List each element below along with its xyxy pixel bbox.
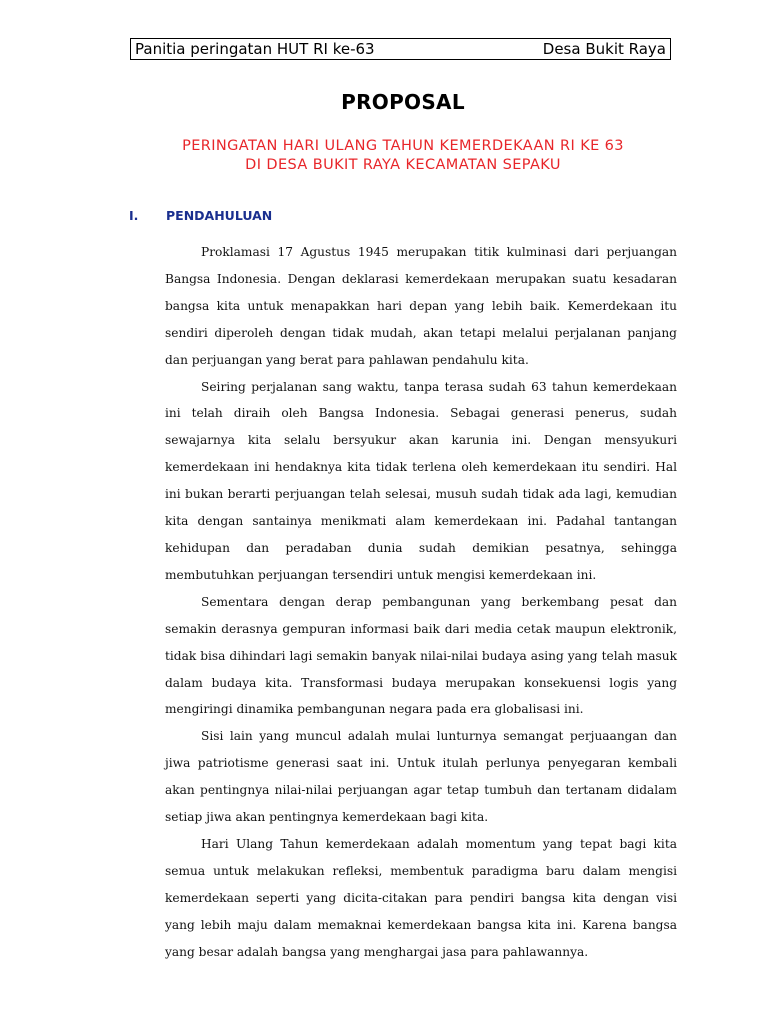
paragraph: Sisi lain yang muncul adalah mulai lunturnya semangat perjuaangan dan jiwa patriotisme generasi saat ini. Untuk itulah perlunya penyegaran kembali akan pentingnya nilai-nilai perjuangan agar tetap tumbuh dan tertanam didalam setiap jiwa akan pentingnya kemerdekaan bagi kita.	[165, 729, 677, 825]
page-header	[130, 38, 671, 60]
paragraph: Proklamasi 17 Agustus 1945 merupakan titik kulminasi dari perjuangan Bangsa Indonesia. Dengan deklarasi kemerdekaan merupakan suatu kesadaran bangsa kita untuk menapakkan hari depan yang lebih baik. Kemerdekaan itu sendiri diperoleh dengan tidak mudah, akan tetapi melalui perjalanan panjang dan perjuangan yang berat para pahlawan pendahulu kita.	[165, 245, 677, 367]
body-text	[165, 239, 677, 965]
subtitle-line-1: PERINGATAN HARI ULANG TAHUN KEMERDEKAAN RI KE 63	[182, 138, 624, 154]
paragraph: Hari Ulang Tahun kemerdekaan adalah momentum yang tepat bagi kita semua untuk melakukan refleksi, membentuk paradigma baru dalam mengisi kemerdekaan seperti yang dicita-citakan para pendiri bangsa kita dengan visi yang lebih maju dalam memaknai kemerdekaan bangsa kita ini. Karena bangsa yang besar adalah bangsa yang menghargai jasa para pahlawannya.	[165, 836, 677, 959]
paragraph: Seiring perjalanan sang waktu, tanpa terasa sudah 63 tahun kemerdekaan ini telah diraih oleh Bangsa Indonesia. Sebagai generasi penerus, sudah sewajarnya kita selalu bersyukur akan karunia ini. Dengan mensyukuri kemerdekaan ini hendaknya kita tidak terlena oleh kemerdekaan itu sendiri. Hal ini bukan berarti perjuangan telah selesai, musuh sudah tidak ada lagi, kemudian kita dengan santainya menikmati alam kemerdekaan ini. Padahal tantangan kehidupan dan peradaban dunia sudah demikian pesatnya, sehingga membutuhkan perjuangan tersendiri untuk mengisi kemerdekaan ini.	[165, 379, 677, 582]
section-title: PENDAHULUAN	[166, 208, 273, 223]
document-title: PROPOSAL	[341, 90, 465, 114]
document-subtitle	[0, 137, 768, 175]
header-committee-name: Panitia peringatan HUT RI ke-63	[135, 40, 375, 58]
header-village-name: Desa Bukit Raya	[542, 40, 666, 58]
section-heading	[129, 208, 272, 223]
section-number: I.	[129, 208, 139, 223]
paragraph: Sementara dengan derap pembangunan yang berkembang pesat dan semakin derasnya gempuran informasi baik dari media cetak maupun elektronik, tidak bisa dihindari lagi semakin banyak nilai-nilai budaya asing yang telah masuk dalam budaya kita. Transformasi budaya merupakan konsekuensi logis yang mengiringi dinamika pembangunan negara pada era globalisasi ini.	[165, 594, 677, 717]
subtitle-line-2: DI DESA BUKIT RAYA KECAMATAN SEPAKU	[245, 157, 561, 173]
